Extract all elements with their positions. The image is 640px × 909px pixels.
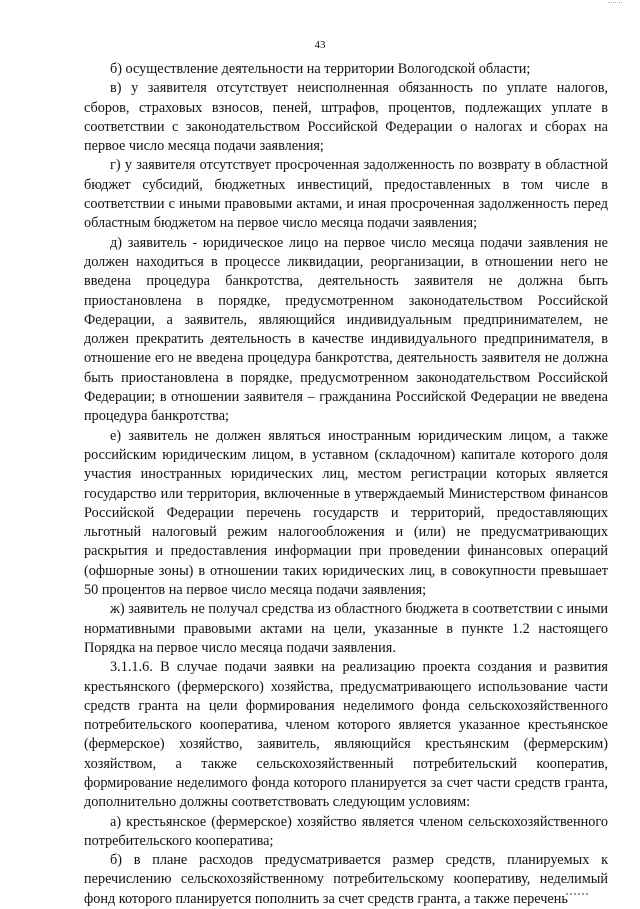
paragraph-zh-other-funding: ж) заявитель не получал средства из областного бюджета в соответствии с иными нормативными правовыми актами на цели, указанные в пункте 1.2 настоящего Порядка на первое число месяца подачи заявления. bbox=[84, 601, 608, 656]
paragraph-v-tax-obligations: в) у заявителя отсутствует неисполненная обязанность по уплате налогов, сборов, страховых взносов, пеней, штрафов, процентов, подлежащих уплате в соответствии с законодательством Российской Федерации о налогах и сборах на первое число месяца подачи заявления; bbox=[84, 80, 608, 155]
paragraph-b-territory: б) осуществление деятельности на территории Вологодской области; bbox=[110, 61, 531, 77]
paragraph-a-cooperative-member: а) крестьянское (фермерское) хозяйство является членом сельскохозяйственного потребительского кооператива; bbox=[84, 813, 608, 849]
page-number: 43 bbox=[314, 39, 326, 51]
paragraph-3-1-1-6: 3.1.1.6. В случае подачи заявки на реализацию проекта создания и развития крестьянского (фермерского) хозяйства, предусматривающего использование части средств гранта на цели формирования неделимого фонда сельскохозяйственного потребительского кооператива, членом которого является указанное крестьянское (фермерское) хозяйство, заявитель, являющийся крестьянским (фермерским) хозяйством, а также сельскохозяйственный потребительский кооператив, формирование неделимого фонда которого планируется за счет части средств гранта, дополнительно должны соответствовать следующим условиям: bbox=[84, 659, 608, 811]
paragraph-d-liquidation: д) заявитель - юридическое лицо на первое число месяца подачи заявления не должен находиться в процессе ликвидации, реорганизации, в отношении него не введена процедура банкротства, деятельность заявителя не должна быть приостановлена в порядке, предусмотренном законодательством Российской Федерации, а заявитель, являющийся индивидуальным предпринимателем, не должен прекратить деятельность в качестве индивидуального предпринимателя, в отношение его не введена процедура банкротства, деятельность заявителя не должна быть приостановлена в порядке, предусмотренном законодательством Российской Федерации; в отношении заявителя – гражданина Российской Федерации не введена процедура банкротства; bbox=[84, 234, 608, 425]
scan-artifact-top bbox=[608, 0, 622, 3]
paragraph-b-expense-plan: б) в плане расходов предусматривается размер средств, планируемых к перечислению сельскохозяйственному потребительскому кооперативу, неделимый фонд которого планируется пополнить за счет средств гранта, а также перечень bbox=[84, 852, 608, 907]
paragraph-g-budget-debt: г) у заявителя отсутствует просроченная задолженность по возврату в областной бюджет субсидий, бюджетных инвестиций, предоставленных в том числе в соответствии с иными правовыми актами, и иная просроченная задолженность перед областным бюджетом на первое число месяца подачи заявления; bbox=[84, 157, 608, 232]
scan-artifact-bottom bbox=[566, 893, 588, 897]
paragraph-e-foreign-entity: е) заявитель не должен являться иностранным юридическим лицом, а также российским юридическим лицом, в уставном (складочном) капитале которого доля участия иностранных юридических лиц, местом регистрации которых является государство или территория, включенные в утверждаемый Министерством финансов Российской Федерации перечень государств и территорий, предоставляющих льготный налоговый режим налогообложения и (или) не предусматривающих раскрытия и предоставления информации при проведении финансовых операций (офшорные зоны) в отношении таких юридических лиц, в совокупности превышает 50 процентов на первое число месяца подачи заявления; bbox=[84, 427, 608, 599]
document-body bbox=[84, 60, 608, 909]
